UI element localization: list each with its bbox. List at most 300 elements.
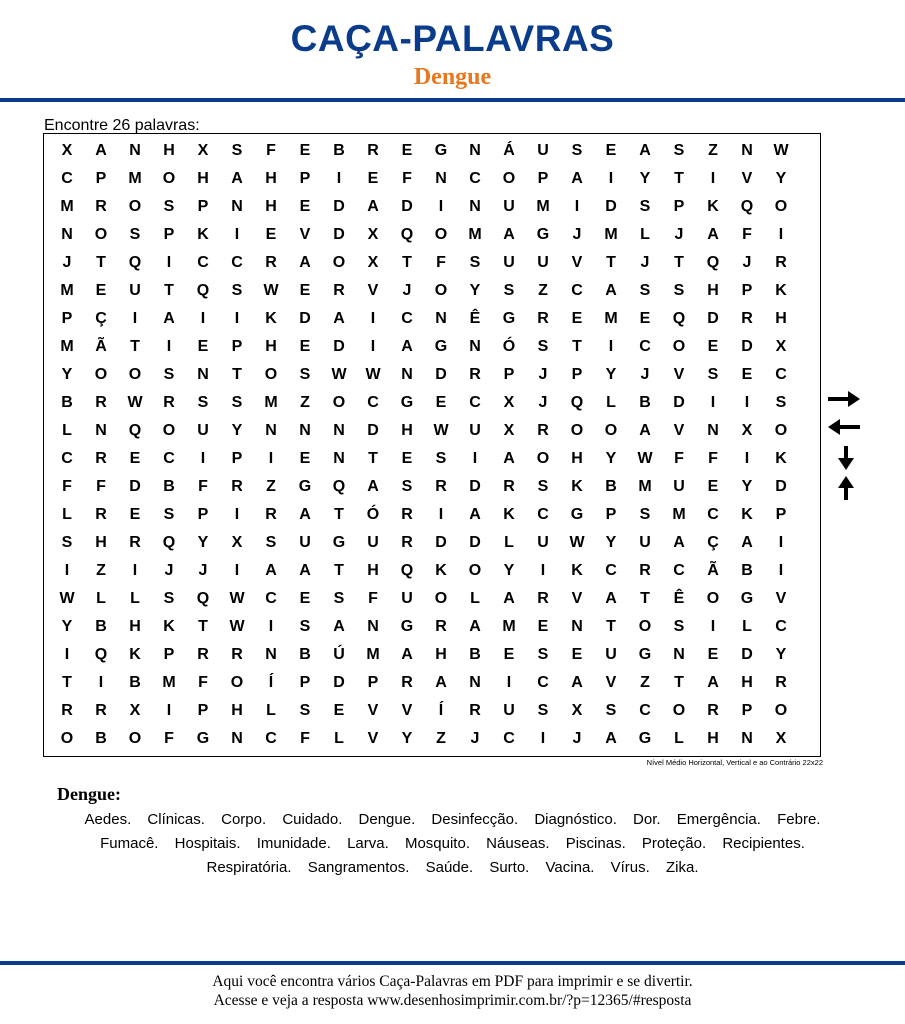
grid-letter[interactable]: N: [435, 310, 447, 327]
grid-letter[interactable]: Ó: [502, 338, 516, 355]
grid-letter[interactable]: I: [200, 450, 206, 467]
grid-letter[interactable]: O: [128, 198, 142, 215]
grid-letter[interactable]: U: [197, 422, 209, 439]
grid-letter[interactable]: W: [637, 450, 653, 467]
grid-letter[interactable]: C: [707, 506, 719, 523]
grid-letter[interactable]: S: [435, 450, 447, 467]
grid-letter[interactable]: C: [537, 506, 549, 523]
grid-letter[interactable]: A: [95, 142, 107, 159]
grid-letter[interactable]: H: [401, 422, 413, 439]
grid-letter[interactable]: Y: [401, 730, 413, 747]
grid-letter[interactable]: C: [503, 730, 515, 747]
grid-letter[interactable]: D: [605, 198, 617, 215]
grid-letter[interactable]: P: [61, 310, 73, 327]
grid-letter[interactable]: M: [638, 478, 652, 495]
grid-letter[interactable]: Q: [196, 590, 210, 607]
grid-letter[interactable]: V: [401, 702, 413, 719]
grid-letter[interactable]: H: [95, 534, 107, 551]
grid-letter[interactable]: Y: [605, 366, 617, 383]
grid-letter[interactable]: R: [503, 478, 515, 495]
grid-letter[interactable]: W: [127, 394, 143, 411]
grid-letter[interactable]: H: [197, 170, 209, 187]
grid-letter[interactable]: A: [503, 450, 515, 467]
grid-letter[interactable]: Ç: [707, 534, 719, 551]
grid-letter[interactable]: R: [95, 702, 107, 719]
grid-letter[interactable]: H: [129, 618, 141, 635]
grid-letter[interactable]: Ê: [673, 590, 685, 607]
grid-letter[interactable]: S: [537, 338, 549, 355]
grid-letter[interactable]: J: [640, 366, 650, 383]
grid-letter[interactable]: Y: [503, 562, 515, 579]
grid-letter[interactable]: R: [537, 310, 549, 327]
grid-letter[interactable]: C: [61, 170, 73, 187]
grid-letter[interactable]: L: [640, 226, 650, 243]
grid-letter[interactable]: A: [299, 506, 311, 523]
grid-letter[interactable]: L: [470, 590, 480, 607]
grid-letter[interactable]: K: [571, 562, 583, 579]
grid-letter[interactable]: N: [435, 170, 447, 187]
grid-letter[interactable]: F: [164, 730, 174, 747]
grid-letter[interactable]: C: [163, 450, 175, 467]
grid-letter[interactable]: F: [674, 450, 684, 467]
grid-letter[interactable]: N: [129, 142, 141, 159]
grid-letter[interactable]: Í: [438, 702, 444, 719]
grid-letter[interactable]: D: [435, 534, 447, 551]
grid-letter[interactable]: X: [775, 338, 787, 355]
grid-letter[interactable]: D: [469, 478, 481, 495]
grid-letter[interactable]: M: [604, 226, 618, 243]
grid-letter[interactable]: M: [60, 198, 74, 215]
grid-letter[interactable]: P: [197, 198, 209, 215]
grid-letter[interactable]: Z: [266, 478, 276, 495]
grid-letter[interactable]: T: [334, 562, 344, 579]
grid-letter[interactable]: G: [536, 226, 550, 243]
grid-letter[interactable]: Y: [639, 170, 651, 187]
grid-letter[interactable]: U: [537, 534, 549, 551]
grid-letter[interactable]: N: [197, 366, 209, 383]
grid-letter[interactable]: Ú: [333, 646, 345, 663]
grid-letter[interactable]: V: [571, 254, 583, 271]
grid-letter[interactable]: O: [706, 590, 720, 607]
grid-letter[interactable]: I: [200, 310, 206, 327]
grid-letter[interactable]: T: [164, 282, 174, 299]
grid-letter[interactable]: R: [61, 702, 73, 719]
grid-letter[interactable]: V: [741, 170, 753, 187]
grid-letter[interactable]: F: [198, 478, 208, 495]
grid-letter[interactable]: I: [506, 674, 512, 691]
grid-letter[interactable]: G: [434, 142, 448, 159]
grid-letter[interactable]: D: [129, 478, 141, 495]
grid-letter[interactable]: D: [707, 310, 719, 327]
grid-letter[interactable]: U: [129, 282, 141, 299]
grid-letter[interactable]: I: [778, 226, 784, 243]
grid-letter[interactable]: M: [366, 646, 380, 663]
grid-letter[interactable]: M: [60, 282, 74, 299]
grid-letter[interactable]: B: [163, 478, 175, 495]
grid-letter[interactable]: O: [332, 254, 346, 271]
grid-letter[interactable]: R: [401, 534, 413, 551]
grid-letter[interactable]: T: [232, 366, 242, 383]
grid-letter[interactable]: O: [604, 422, 618, 439]
grid-letter[interactable]: P: [163, 226, 175, 243]
grid-letter[interactable]: N: [231, 198, 243, 215]
grid-letter[interactable]: I: [710, 170, 716, 187]
grid-letter[interactable]: B: [639, 394, 651, 411]
grid-letter[interactable]: F: [402, 170, 412, 187]
grid-letter[interactable]: S: [537, 702, 549, 719]
grid-letter[interactable]: J: [402, 282, 412, 299]
grid-letter[interactable]: L: [742, 618, 752, 635]
grid-letter[interactable]: E: [299, 282, 311, 299]
grid-letter[interactable]: P: [197, 702, 209, 719]
grid-letter[interactable]: I: [438, 198, 444, 215]
grid-letter[interactable]: A: [333, 618, 345, 635]
grid-letter[interactable]: H: [741, 674, 753, 691]
grid-letter[interactable]: N: [469, 674, 481, 691]
grid-letter[interactable]: U: [537, 142, 549, 159]
grid-letter[interactable]: R: [231, 478, 243, 495]
grid-letter[interactable]: O: [468, 562, 482, 579]
grid-letter[interactable]: O: [570, 422, 584, 439]
grid-letter[interactable]: E: [129, 506, 141, 523]
grid-letter[interactable]: D: [775, 478, 787, 495]
grid-letter[interactable]: M: [502, 618, 516, 635]
grid-letter[interactable]: Y: [741, 478, 753, 495]
grid-letter[interactable]: R: [367, 142, 379, 159]
grid-letter[interactable]: Y: [605, 534, 617, 551]
grid-letter[interactable]: N: [333, 422, 345, 439]
grid-letter[interactable]: Y: [605, 450, 617, 467]
grid-letter[interactable]: N: [95, 422, 107, 439]
grid-letter[interactable]: E: [333, 702, 345, 719]
grid-letter[interactable]: N: [367, 618, 379, 635]
grid-letter[interactable]: N: [741, 142, 753, 159]
grid-letter[interactable]: W: [365, 366, 381, 383]
grid-letter[interactable]: K: [741, 506, 753, 523]
grid-letter[interactable]: H: [265, 338, 277, 355]
grid-letter[interactable]: B: [299, 646, 311, 663]
grid-letter[interactable]: E: [707, 338, 719, 355]
grid-letter[interactable]: Q: [162, 534, 176, 551]
grid-letter[interactable]: O: [672, 338, 686, 355]
grid-letter[interactable]: G: [196, 730, 210, 747]
grid-letter[interactable]: Z: [640, 674, 650, 691]
grid-letter[interactable]: Ó: [366, 506, 380, 523]
grid-letter[interactable]: D: [741, 338, 753, 355]
grid-letter[interactable]: C: [775, 366, 787, 383]
grid-letter[interactable]: W: [773, 142, 789, 159]
grid-letter[interactable]: G: [570, 506, 584, 523]
grid-letter[interactable]: O: [502, 170, 516, 187]
grid-letter[interactable]: A: [163, 310, 175, 327]
grid-letter[interactable]: N: [571, 618, 583, 635]
grid-letter[interactable]: X: [367, 226, 379, 243]
grid-letter[interactable]: T: [606, 618, 616, 635]
grid-letter[interactable]: C: [265, 590, 277, 607]
grid-letter[interactable]: N: [469, 198, 481, 215]
grid-letter[interactable]: S: [639, 506, 651, 523]
grid-letter[interactable]: E: [299, 590, 311, 607]
grid-letter[interactable]: X: [741, 422, 753, 439]
grid-letter[interactable]: U: [503, 702, 515, 719]
grid-letter[interactable]: O: [774, 198, 788, 215]
grid-letter[interactable]: I: [744, 450, 750, 467]
grid-letter[interactable]: Q: [672, 310, 686, 327]
grid-letter[interactable]: C: [571, 282, 583, 299]
grid-letter[interactable]: B: [129, 674, 141, 691]
grid-letter[interactable]: J: [62, 254, 72, 271]
grid-letter[interactable]: P: [197, 506, 209, 523]
grid-letter[interactable]: I: [540, 562, 546, 579]
grid-letter[interactable]: U: [367, 534, 379, 551]
grid-letter[interactable]: E: [571, 310, 583, 327]
grid-letter[interactable]: R: [95, 394, 107, 411]
grid-letter[interactable]: T: [606, 254, 616, 271]
grid-letter[interactable]: R: [95, 198, 107, 215]
grid-letter[interactable]: K: [163, 618, 175, 635]
grid-letter[interactable]: T: [674, 170, 684, 187]
grid-letter[interactable]: X: [231, 534, 243, 551]
grid-letter[interactable]: A: [605, 730, 617, 747]
grid-letter[interactable]: I: [472, 450, 478, 467]
grid-letter[interactable]: I: [336, 170, 342, 187]
grid-letter[interactable]: I: [98, 674, 104, 691]
grid-letter[interactable]: C: [639, 702, 651, 719]
grid-letter[interactable]: A: [673, 534, 685, 551]
grid-letter[interactable]: E: [707, 646, 719, 663]
grid-letter[interactable]: D: [367, 422, 379, 439]
grid-letter[interactable]: W: [263, 282, 279, 299]
grid-letter[interactable]: S: [537, 478, 549, 495]
grid-letter[interactable]: R: [469, 702, 481, 719]
grid-letter[interactable]: S: [231, 282, 243, 299]
grid-letter[interactable]: A: [401, 338, 413, 355]
grid-letter[interactable]: A: [639, 142, 651, 159]
grid-letter[interactable]: R: [231, 646, 243, 663]
grid-letter[interactable]: G: [400, 394, 414, 411]
grid-letter[interactable]: O: [230, 674, 244, 691]
grid-letter[interactable]: C: [61, 450, 73, 467]
grid-letter[interactable]: N: [333, 450, 345, 467]
grid-letter[interactable]: I: [778, 534, 784, 551]
grid-letter[interactable]: B: [333, 142, 345, 159]
grid-letter[interactable]: G: [434, 338, 448, 355]
grid-letter[interactable]: R: [775, 674, 787, 691]
grid-letter[interactable]: M: [264, 394, 278, 411]
grid-letter[interactable]: E: [299, 450, 311, 467]
grid-letter[interactable]: U: [469, 422, 481, 439]
grid-letter[interactable]: V: [299, 226, 311, 243]
grid-letter[interactable]: V: [367, 730, 379, 747]
grid-letter[interactable]: W: [229, 590, 245, 607]
grid-letter[interactable]: F: [708, 450, 718, 467]
grid-letter[interactable]: S: [537, 646, 549, 663]
grid-letter[interactable]: O: [332, 394, 346, 411]
grid-letter[interactable]: A: [401, 646, 413, 663]
grid-letter[interactable]: M: [468, 226, 482, 243]
grid-letter[interactable]: I: [268, 618, 274, 635]
grid-letter[interactable]: B: [95, 618, 107, 635]
grid-letter[interactable]: V: [673, 366, 685, 383]
grid-letter[interactable]: S: [333, 590, 345, 607]
grid-letter[interactable]: G: [502, 310, 516, 327]
grid-letter[interactable]: C: [639, 338, 651, 355]
grid-letter[interactable]: W: [331, 366, 347, 383]
grid-letter[interactable]: Q: [706, 254, 720, 271]
grid-letter[interactable]: N: [469, 338, 481, 355]
grid-letter[interactable]: M: [162, 674, 176, 691]
grid-letter[interactable]: A: [299, 254, 311, 271]
grid-letter[interactable]: H: [775, 310, 787, 327]
grid-letter[interactable]: O: [672, 702, 686, 719]
grid-letter[interactable]: A: [299, 562, 311, 579]
grid-letter[interactable]: S: [197, 394, 209, 411]
grid-letter[interactable]: D: [673, 394, 685, 411]
grid-letter[interactable]: E: [401, 450, 413, 467]
grid-letter[interactable]: K: [707, 198, 719, 215]
grid-letter[interactable]: V: [571, 590, 583, 607]
grid-letter[interactable]: I: [778, 562, 784, 579]
grid-letter[interactable]: G: [332, 534, 346, 551]
grid-letter[interactable]: D: [333, 198, 345, 215]
grid-letter[interactable]: M: [672, 506, 686, 523]
grid-letter[interactable]: E: [503, 646, 515, 663]
grid-letter[interactable]: A: [571, 674, 583, 691]
grid-letter[interactable]: K: [197, 226, 209, 243]
grid-letter[interactable]: E: [571, 646, 583, 663]
grid-letter[interactable]: K: [265, 310, 277, 327]
grid-letter[interactable]: O: [94, 226, 108, 243]
grid-letter[interactable]: L: [504, 534, 514, 551]
grid-letter[interactable]: O: [536, 450, 550, 467]
grid-letter[interactable]: B: [469, 646, 481, 663]
grid-letter[interactable]: P: [741, 282, 753, 299]
grid-letter[interactable]: I: [64, 646, 70, 663]
grid-letter[interactable]: I: [234, 506, 240, 523]
grid-letter[interactable]: M: [60, 338, 74, 355]
grid-letter[interactable]: Ã: [707, 562, 719, 579]
grid-letter[interactable]: S: [639, 198, 651, 215]
grid-letter[interactable]: R: [401, 506, 413, 523]
grid-letter[interactable]: X: [571, 702, 583, 719]
grid-letter[interactable]: I: [540, 730, 546, 747]
grid-letter[interactable]: L: [62, 422, 72, 439]
grid-letter[interactable]: D: [401, 198, 413, 215]
grid-letter[interactable]: S: [401, 478, 413, 495]
grid-letter[interactable]: S: [129, 226, 141, 243]
grid-letter[interactable]: H: [707, 282, 719, 299]
grid-letter[interactable]: Z: [708, 142, 718, 159]
grid-letter[interactable]: E: [639, 310, 651, 327]
grid-letter[interactable]: Y: [61, 618, 73, 635]
grid-letter[interactable]: R: [775, 254, 787, 271]
grid-letter[interactable]: L: [606, 394, 616, 411]
grid-letter[interactable]: C: [537, 674, 549, 691]
grid-letter[interactable]: E: [265, 226, 277, 243]
grid-letter[interactable]: Q: [400, 226, 414, 243]
grid-letter[interactable]: L: [130, 590, 140, 607]
grid-letter[interactable]: O: [774, 422, 788, 439]
grid-letter[interactable]: D: [469, 534, 481, 551]
grid-letter[interactable]: D: [299, 310, 311, 327]
grid-letter[interactable]: I: [64, 562, 70, 579]
grid-letter[interactable]: S: [469, 254, 481, 271]
grid-letter[interactable]: J: [674, 226, 684, 243]
grid-letter[interactable]: E: [741, 366, 753, 383]
grid-letter[interactable]: S: [231, 394, 243, 411]
grid-letter[interactable]: T: [62, 674, 72, 691]
grid-letter[interactable]: P: [231, 338, 243, 355]
grid-letter[interactable]: S: [163, 198, 175, 215]
grid-letter[interactable]: H: [435, 646, 447, 663]
grid-letter[interactable]: E: [299, 198, 311, 215]
grid-letter[interactable]: T: [402, 254, 412, 271]
grid-letter[interactable]: Y: [775, 170, 787, 187]
grid-letter[interactable]: H: [571, 450, 583, 467]
grid-letter[interactable]: R: [95, 450, 107, 467]
grid-letter[interactable]: I: [234, 562, 240, 579]
grid-letter[interactable]: G: [638, 730, 652, 747]
grid-letter[interactable]: R: [741, 310, 753, 327]
grid-letter[interactable]: I: [268, 450, 274, 467]
grid-letter[interactable]: I: [166, 254, 172, 271]
grid-letter[interactable]: Z: [436, 730, 446, 747]
grid-letter[interactable]: K: [129, 646, 141, 663]
grid-letter[interactable]: S: [707, 366, 719, 383]
grid-letter[interactable]: S: [231, 142, 243, 159]
grid-letter[interactable]: F: [368, 590, 378, 607]
grid-letter[interactable]: A: [571, 170, 583, 187]
grid-letter[interactable]: G: [298, 478, 312, 495]
grid-letter[interactable]: E: [537, 618, 549, 635]
grid-letter[interactable]: R: [163, 394, 175, 411]
grid-letter[interactable]: D: [333, 226, 345, 243]
grid-letter[interactable]: B: [61, 394, 73, 411]
grid-letter[interactable]: L: [334, 730, 344, 747]
grid-letter[interactable]: R: [435, 618, 447, 635]
grid-letter[interactable]: I: [710, 618, 716, 635]
grid-letter[interactable]: I: [370, 310, 376, 327]
grid-letter[interactable]: I: [132, 310, 138, 327]
grid-letter[interactable]: J: [470, 730, 480, 747]
grid-letter[interactable]: E: [129, 450, 141, 467]
grid-letter[interactable]: Q: [332, 478, 346, 495]
grid-letter[interactable]: L: [674, 730, 684, 747]
grid-letter[interactable]: S: [163, 366, 175, 383]
grid-letter[interactable]: T: [674, 254, 684, 271]
grid-letter[interactable]: S: [639, 282, 651, 299]
grid-letter[interactable]: S: [673, 282, 685, 299]
grid-letter[interactable]: V: [775, 590, 787, 607]
grid-letter[interactable]: N: [401, 366, 413, 383]
grid-letter[interactable]: E: [707, 478, 719, 495]
grid-letter[interactable]: V: [605, 674, 617, 691]
grid-letter[interactable]: F: [96, 478, 106, 495]
grid-letter[interactable]: U: [401, 590, 413, 607]
grid-letter[interactable]: Q: [196, 282, 210, 299]
grid-letter[interactable]: B: [741, 562, 753, 579]
grid-letter[interactable]: I: [608, 338, 614, 355]
grid-letter[interactable]: A: [367, 198, 379, 215]
grid-letter[interactable]: F: [300, 730, 310, 747]
grid-letter[interactable]: P: [605, 506, 617, 523]
grid-letter[interactable]: Í: [268, 674, 274, 691]
grid-letter[interactable]: X: [61, 142, 73, 159]
grid-letter[interactable]: K: [775, 282, 787, 299]
grid-letter[interactable]: F: [742, 226, 752, 243]
grid-letter[interactable]: Y: [61, 366, 73, 383]
grid-letter[interactable]: C: [231, 254, 243, 271]
